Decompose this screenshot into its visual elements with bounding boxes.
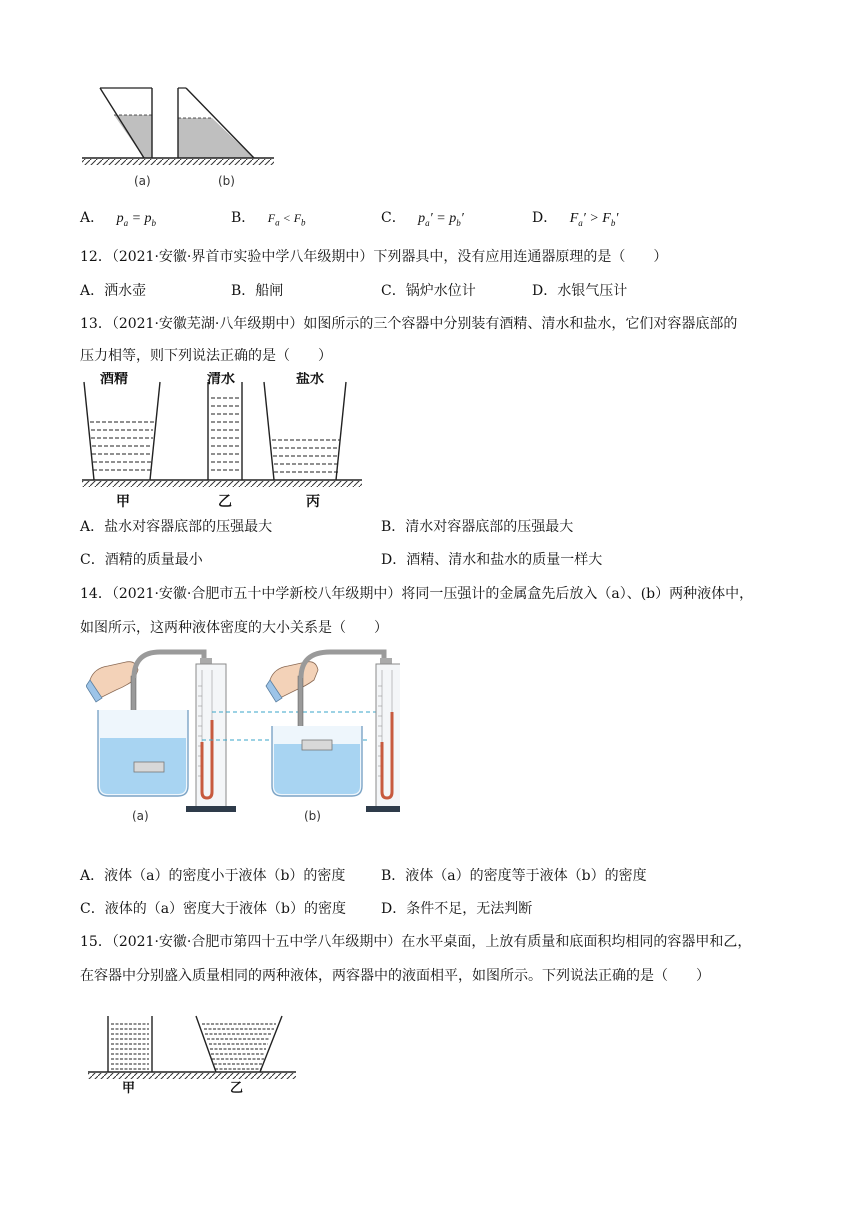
q14-apparatus-a <box>86 652 236 812</box>
q14-option-c[interactable]: C．液体的（a）密度大于液体（b）的密度 <box>80 901 347 917</box>
q11-figure-label-a: (a) <box>134 174 151 188</box>
q14-apparatus-b <box>266 652 400 812</box>
q12-option-a[interactable]: A．洒水壶 <box>80 283 147 299</box>
q15-stem-line2: 在容器中分别盛入质量相同的两种液体，两容器中的液面相平，如图所示。下列说法正确的是（ ） <box>80 968 710 984</box>
q13-option-b[interactable]: B．清水对容器底部的压强最大 <box>381 519 574 535</box>
q15-label-jia: 甲 <box>122 1081 136 1094</box>
q15-stem-line1: 15．（2021·安徽·合肥市第四十五中学八年级期中）在水平桌面，上放有质量和底面积均相同的容器甲和乙， <box>80 934 752 950</box>
q15-label-yi: 乙 <box>230 1081 244 1094</box>
q14-stem-line1: 14．（2021·安徽·合肥市五十中学新校八年级期中）将同一压强计的金属盒先后放入（a）、(b）两种液体中， <box>80 586 754 602</box>
q12-option-d[interactable]: D．水银气压计 <box>532 283 628 299</box>
q13-option-c[interactable]: C．酒精的质量最小 <box>80 552 203 568</box>
q13-option-d[interactable]: D．酒精、清水和盐水的质量一样大 <box>381 552 603 568</box>
q13-label-bing: 丙 <box>306 494 320 510</box>
q12-option-b[interactable]: B．船闸 <box>231 283 284 299</box>
q14-option-a[interactable]: A．液体（a）的密度小于液体（b）的密度 <box>80 868 346 884</box>
q14-figure <box>86 646 400 824</box>
q11-option-a[interactable]: A． $p_a = p_b$ <box>80 210 157 228</box>
q13-label-jia: 甲 <box>116 494 130 510</box>
q13-option-a[interactable]: A．盐水对容器底部的压强最大 <box>80 519 273 535</box>
q13-label-yi: 乙 <box>218 494 232 510</box>
q12-option-c[interactable]: C．锅炉水位计 <box>381 283 476 299</box>
q14-stem-line2: 如图所示，这两种液体密度的大小关系是（ ） <box>80 620 388 636</box>
q13-stem-line1: 13．（2021·安徽芜湖·八年级期中）如图所示的三个容器中分别装有酒精、清水和盐水，它们对容器底部的 <box>80 316 738 332</box>
q14-option-d[interactable]: D．条件不足，无法判断 <box>381 901 533 917</box>
q13-label-alcohol: 酒精 <box>100 372 128 387</box>
q11-option-c[interactable]: C． $p_a' = p_b'$ <box>381 210 464 228</box>
q12-stem: 12．（2021·安徽·界首市实验中学八年级期中）下列器具中，没有应用连通器原理的是（ ） <box>80 249 668 265</box>
q13-label-saltwater: 盐水 <box>296 372 324 387</box>
q13-figure <box>78 372 368 514</box>
q13-label-water: 清水 <box>207 372 235 387</box>
q11-figure <box>78 82 278 192</box>
q15-figure <box>86 1010 300 1094</box>
q14-option-b[interactable]: B．液体（a）的密度等于液体（b）的密度 <box>381 868 647 884</box>
q11-figure-label-b: (b) <box>218 174 235 188</box>
q14-figure-label-a: (a) <box>132 809 149 823</box>
q11-option-d[interactable]: D． $F_a' > F_b'$ <box>532 210 619 228</box>
q13-stem-line2: 压力相等，则下列说法正确的是（ ） <box>80 348 332 364</box>
q14-figure-label-b: (b) <box>304 809 321 823</box>
q11-option-b[interactable]: B． $F_a < F_b$ <box>231 210 306 228</box>
